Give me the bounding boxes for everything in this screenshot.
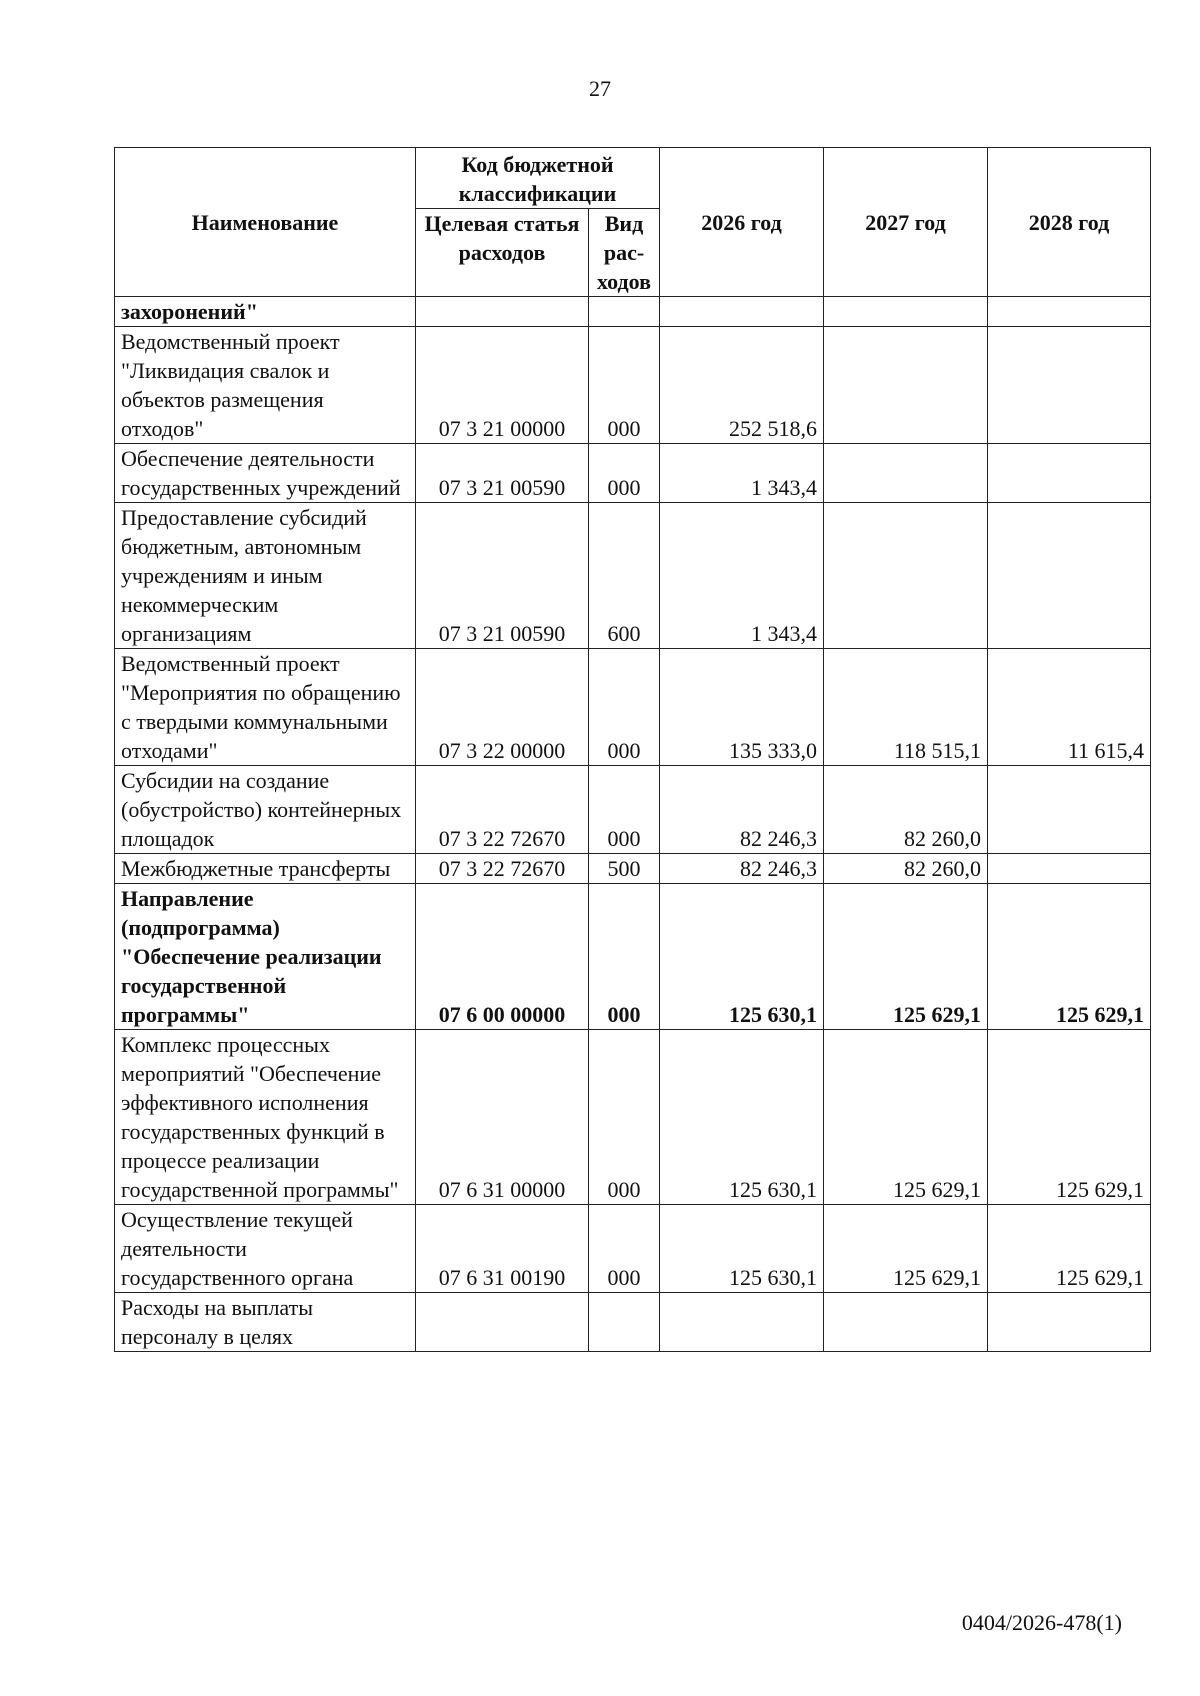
cell-target-article: 07 3 21 00590: [416, 503, 589, 649]
cell-target-article: 07 3 22 72670: [416, 854, 589, 884]
budget-table: [114, 147, 1151, 1352]
cell-2028: 125 629,1: [988, 1205, 1151, 1293]
table-row: [115, 854, 1151, 884]
cell-target-article: 07 3 22 00000: [416, 649, 589, 766]
cell-name: Комплекс процессных мероприятий "Обеспечение эффективного исполнения государственных функций в процессе реализации государственной программы": [115, 1030, 416, 1205]
cell-name: Расходы на выплаты персоналу в целях: [115, 1293, 416, 1352]
cell-2028: [988, 297, 1151, 327]
cell-2026: 82 246,3: [660, 766, 824, 854]
cell-target-article: 07 3 21 00000: [416, 327, 589, 444]
cell-2027: [824, 444, 988, 503]
cell-target-article: 07 3 21 00590: [416, 444, 589, 503]
cell-expense-kind: 000: [589, 444, 660, 503]
cell-2027: [824, 327, 988, 444]
cell-target-article: [416, 1293, 589, 1352]
cell-2028: [988, 444, 1151, 503]
table-header-row: [115, 148, 1151, 209]
cell-2027: 125 629,1: [824, 1205, 988, 1293]
cell-2028: [988, 327, 1151, 444]
cell-2027: 82 260,0: [824, 854, 988, 884]
cell-2027: 118 515,1: [824, 649, 988, 766]
table-row: [115, 444, 1151, 503]
table-row: [115, 1205, 1151, 1293]
cell-expense-kind: 500: [589, 854, 660, 884]
cell-name: Осуществление текущей деятельности государственного органа: [115, 1205, 416, 1293]
cell-2028: [988, 1293, 1151, 1352]
table-row: [115, 1030, 1151, 1205]
cell-2027: [824, 1293, 988, 1352]
header-2028: 2028 год: [988, 148, 1151, 297]
cell-2026: [660, 1293, 824, 1352]
cell-expense-kind: 600: [589, 503, 660, 649]
cell-2028: [988, 766, 1151, 854]
table-row: [115, 1293, 1151, 1352]
cell-2027: [824, 297, 988, 327]
header-expense-kind: Вид рас-ходов: [589, 209, 660, 297]
cell-2026: 135 333,0: [660, 649, 824, 766]
cell-target-article: 07 6 31 00000: [416, 1030, 589, 1205]
header-code-group: Код бюджетной классификации: [416, 148, 660, 209]
cell-expense-kind: 000: [589, 327, 660, 444]
cell-expense-kind: [589, 297, 660, 327]
cell-2026: 252 518,6: [660, 327, 824, 444]
header-2027: 2027 год: [824, 148, 988, 297]
cell-expense-kind: 000: [589, 884, 660, 1030]
header-2026: 2026 год: [660, 148, 824, 297]
header-target-article: Целевая статья расходов: [416, 209, 589, 297]
cell-2026: 125 630,1: [660, 1205, 824, 1293]
cell-2028: 125 629,1: [988, 1030, 1151, 1205]
cell-name: Ведомственный проект "Ликвидация свалок и объектов размещения отходов": [115, 327, 416, 444]
cell-target-article: 07 6 00 00000: [416, 884, 589, 1030]
cell-2026: 1 343,4: [660, 503, 824, 649]
cell-2026: [660, 297, 824, 327]
cell-2028: 125 629,1: [988, 884, 1151, 1030]
cell-2026: 125 630,1: [660, 1030, 824, 1205]
cell-expense-kind: 000: [589, 1205, 660, 1293]
cell-2027: 125 629,1: [824, 1030, 988, 1205]
cell-name: Направление (подпрограмма) "Обеспечение реализации государственной программы": [115, 884, 416, 1030]
table-row: [115, 297, 1151, 327]
table-row: [115, 649, 1151, 766]
cell-expense-kind: 000: [589, 766, 660, 854]
cell-name: Межбюджетные трансферты: [115, 854, 416, 884]
cell-target-article: 07 3 22 72670: [416, 766, 589, 854]
cell-2028: [988, 854, 1151, 884]
table-row: [115, 884, 1151, 1030]
cell-name: Обеспечение деятельности государственных учреждений: [115, 444, 416, 503]
cell-target-article: 07 6 31 00190: [416, 1205, 589, 1293]
cell-expense-kind: [589, 1293, 660, 1352]
cell-target-article: [416, 297, 589, 327]
cell-expense-kind: 000: [589, 1030, 660, 1205]
cell-name: захоронений": [115, 297, 416, 327]
header-name: Наименование: [115, 148, 416, 297]
cell-name: Субсидии на создание (обустройство) контейнерных площадок: [115, 766, 416, 854]
table-row: [115, 503, 1151, 649]
page-number: 27: [589, 76, 611, 101]
table-row: [115, 327, 1151, 444]
cell-expense-kind: 000: [589, 649, 660, 766]
cell-2026: 1 343,4: [660, 444, 824, 503]
cell-name: Ведомственный проект "Мероприятия по обращению с твердыми коммунальными отходами": [115, 649, 416, 766]
cell-2026: 82 246,3: [660, 854, 824, 884]
cell-2027: [824, 503, 988, 649]
cell-2028: [988, 503, 1151, 649]
cell-2028: 11 615,4: [988, 649, 1151, 766]
table-row: [115, 766, 1151, 854]
cell-2027: 82 260,0: [824, 766, 988, 854]
document-number: 0404/2026-478(1): [961, 1610, 1122, 1635]
cell-2027: 125 629,1: [824, 884, 988, 1030]
table-body: [115, 297, 1151, 1352]
cell-name: Предоставление субсидий бюджетным, автономным учреждениям и иным некоммерческим организациям: [115, 503, 416, 649]
cell-2026: 125 630,1: [660, 884, 824, 1030]
